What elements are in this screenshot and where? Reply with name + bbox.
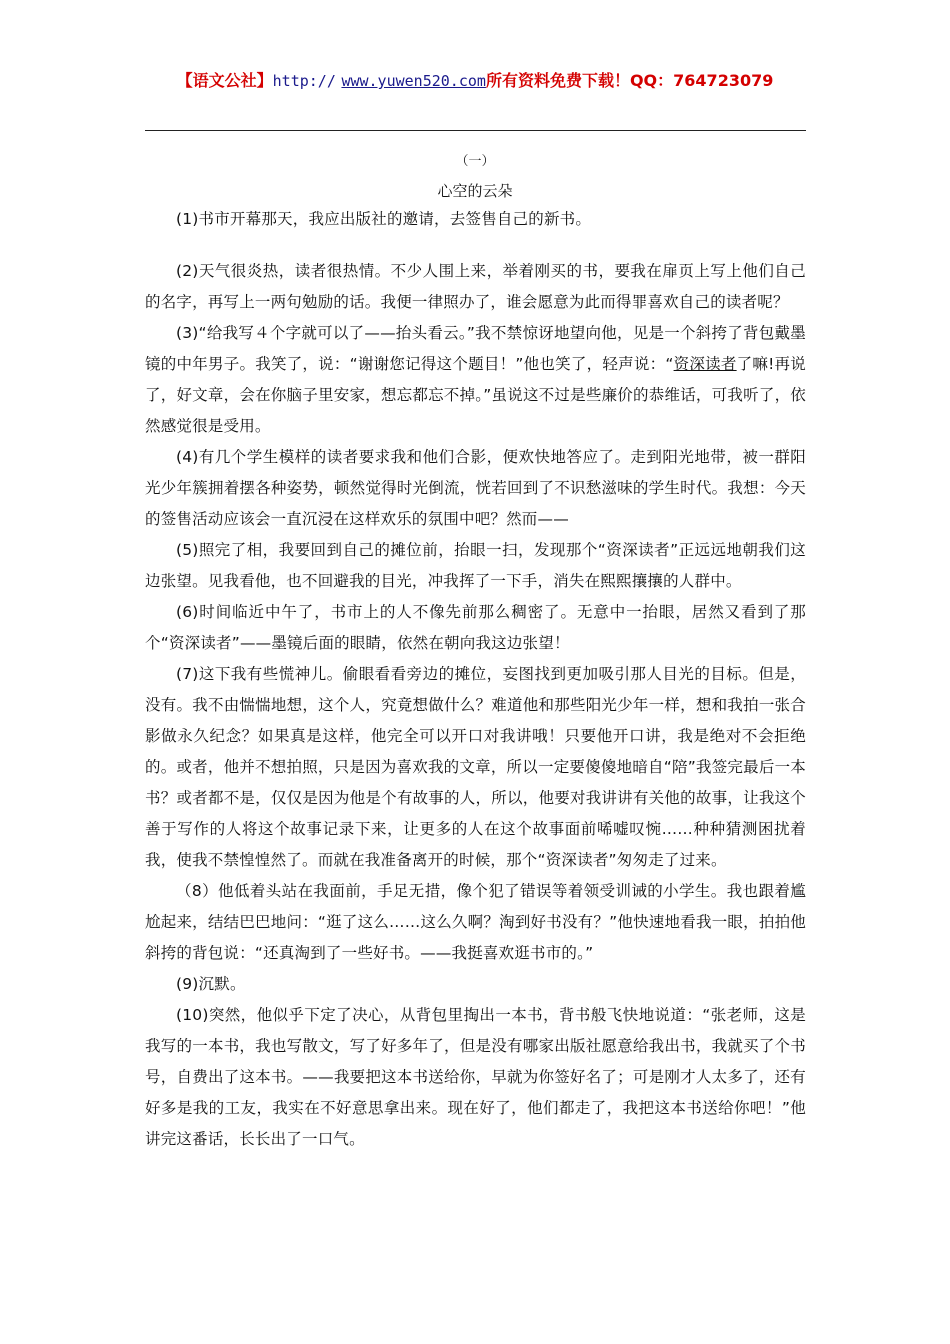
- paragraph-10: (10)突然，他似乎下定了决心，从背包里掏出一本书，背书般飞快地说道：“张老师，这是我写的一本书，我也写散文，写了好多年了，但是没有哪家出版社愿意给我出书，我就买了个书号，自费出了这本书。——我要把这本书送给你，早就为你签好名了；可是刚才人太多了，还有好多是我的工友，我实在不好意思拿出来。现在好了，他们都走了，我把这本书送给你吧！”他讲完这番话，长长出了一口气。: [145, 1006, 806, 1148]
- header-tagline: 所有资料免费下载！: [485, 71, 630, 90]
- paragraph-5: (5)照完了相，我要回到自己的摊位前，抬眼一扫，发现那个“资深读者”正远远地朝我们这边张望。见我看他，也不回避我的目光，冲我挥了一下手，消失在熙熙攘攘的人群中。: [145, 541, 806, 590]
- paragraph-2: (2)天气很炎热，读者很热情。不少人围上来，举着刚买的书，要我在扉页上写上他们自己的名字，再写上一两句勉励的话。我便一律照办了，谁会愿意为此而得罪喜欢自己的读者呢？: [145, 262, 806, 311]
- paragraph-7: (7)这下我有些慌神儿。偷眼看看旁边的摊位，妄图找到更加吸引那人目光的目标。但是，没有。我不由惴惴地想，这个人，究竟想做什么？难道他和那些阳光少年一样，想和我拍一张合影做永久纪念？如果真是这样，他完全可以开口对我讲哦！只要他开口讲，我是绝对不会拒绝的。或者，他并不想拍照，只是因为喜欢我的文章，所以一定要傻傻地暗自“陪”我签完最后一本书？或者都不是，仅仅是因为他是个有故事的人，所以，他要对我讲讲有关他的故事，让我这个善于写作的人将这个故事记录下来，让更多的人在这个故事面前唏嘘叹惋……种种猜测困扰着我，使我不禁惶惶然了。而就在我准备离开的时候，那个“资深读者”匆匆走了过来。: [145, 665, 806, 869]
- paragraph-3-end: 了嘛!再说了，好文章，会在你脑子里安家，想忘都忘不掉。”虽说这不过是些廉价的恭维话，可我听了，依然感觉很是受用。: [145, 355, 806, 435]
- header-brand: 【语文公社】: [176, 71, 273, 90]
- paragraph-9: (9)沉默。: [176, 975, 246, 993]
- paragraph-8: （8）他低着头站在我面前，手足无措，像个犯了错误等着领受训诫的小学生。我也跟着尴尬起来，结结巴巴地问：“逛了这么……这么久啊？淘到好书没有？”他快速地看我一眼，拍拍他斜挎的背包说：“还真淘到了一些好书。——我挺喜欢逛书市的。”: [145, 882, 806, 962]
- header-url-link[interactable]: www.yuwen520.com: [341, 72, 486, 90]
- paragraph-6: (6)时间临近中午了，书市上的人不像先前那么稠密了。无意中一抬眼，居然又看到了那个“资深读者”——墨镜后面的眼睛，依然在朝向我这边张望！: [145, 603, 806, 652]
- header-url-prefix: http://: [272, 72, 336, 90]
- paragraph-4: (4)有几个学生模样的读者要求我和他们合影，便欢快地答应了。走到阳光地带，被一群阳光少年簇拥着摆各种姿势，顿然觉得时光倒流，恍若回到了不识愁滋味的学生时代。我想：今天的签售活动应该会一直沉浸在这样欢乐的氛围中吧？然而——: [145, 448, 806, 528]
- header-qq: QQ：764723079: [629, 71, 774, 90]
- paragraph-3-start: (3)“给我写４个字就可以了——抬头看云。”我不禁惊讶地望向他，见是一个斜挎了背包戴墨镜的中年男子。我笑了，说：“谢谢您记得这个题目！”他也笑了，轻声说：“: [145, 324, 806, 373]
- section-number: （一）: [455, 154, 495, 169]
- article-body: [145, 204, 806, 1155]
- paragraph-3: [145, 318, 806, 442]
- header-divider: [145, 130, 806, 131]
- site-header: [0, 68, 950, 91]
- underlined-phrase: 资深读者: [673, 355, 737, 373]
- article-title: 心空的云朵: [437, 182, 513, 200]
- paragraph-1: (1)书市开幕那天，我应出版社的邀请，去签售自己的新书。: [176, 210, 592, 228]
